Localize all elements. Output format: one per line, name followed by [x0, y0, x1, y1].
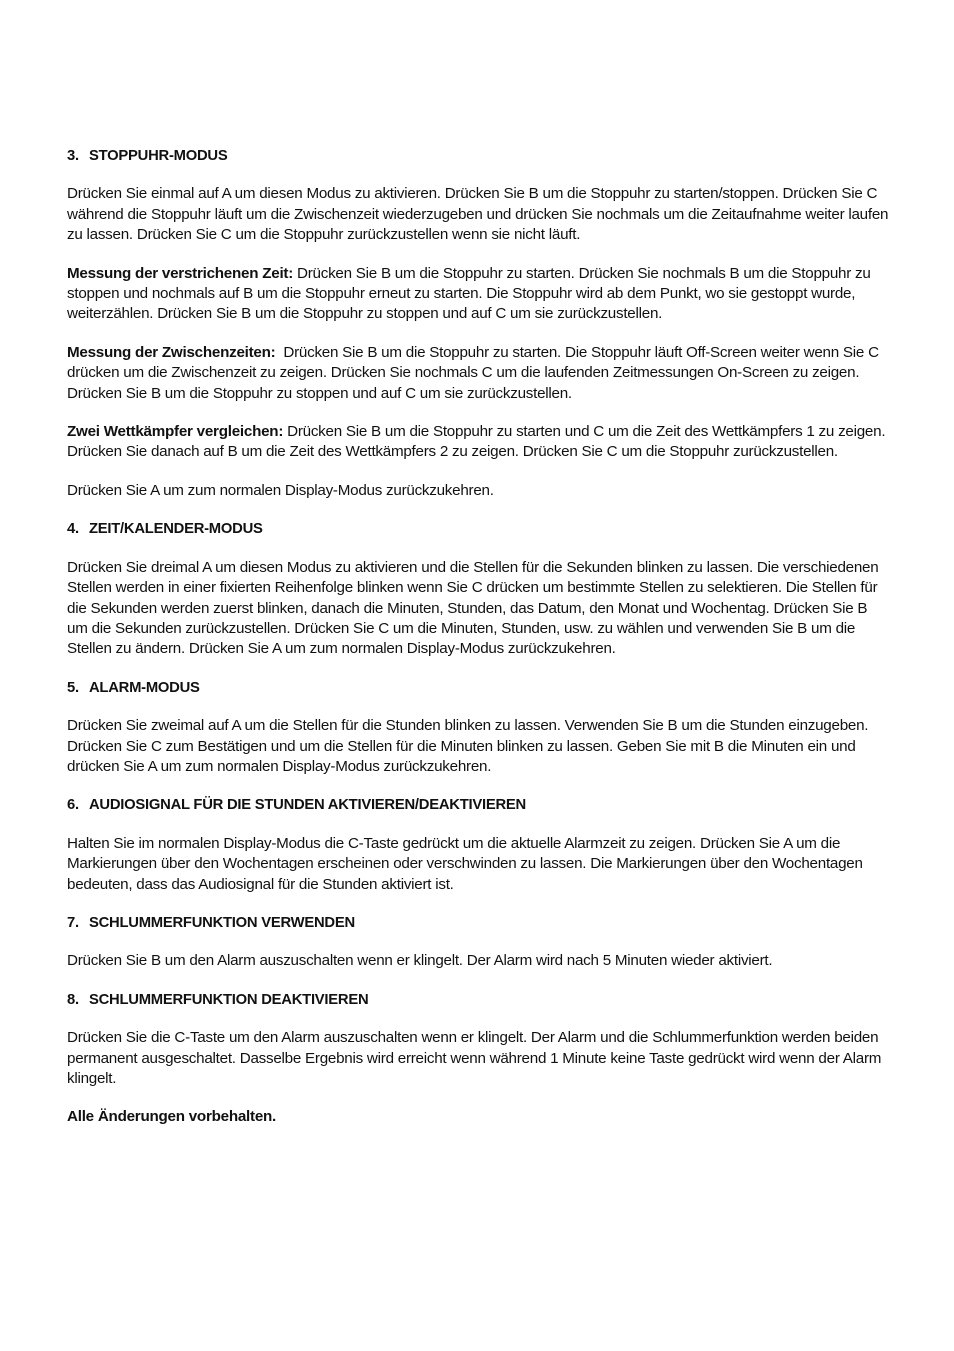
section-number: 3.: [67, 148, 79, 164]
paragraph-text: Drücken Sie die C-Taste um den Alarm auszuschalten wenn er klingelt. Der Alarm und die Schlummerfunktion werden beiden permanent ausgeschaltet. Dasselbe Ergebnis wird erreicht wenn während 1 Minute keine Taste gedrückt wird wenn der Alarm klingelt.: [67, 1029, 882, 1087]
section-title: ALARM-MODUS: [89, 679, 200, 696]
section-number: 5.: [67, 679, 79, 696]
paragraph: [67, 716, 891, 777]
paragraph-text: Halten Sie im normalen Display-Modus die C-Taste gedrückt um die aktuelle Alarmzeit zu zeigen. Drücken Sie A um die Markierungen über den Wochentagen erscheinen oder verschwinden zu lassen. Die Markierungen über den Wochentagen bedeuten, dass das Audiosignal für die Stunden aktiviert ist.: [67, 834, 863, 893]
paragraph-text: Drücken Sie zweimal auf A um die Stellen für die Stunden blinken zu lassen. Verwenden Sie B um die Stunden einzugeben. Drücken Sie C zum Bestätigen und um die Stellen für die Minuten blinken zu lassen. Geben Sie mit B die Minuten ein und drücken Sie A um zum normalen Display-Modus zurückzukehren.: [67, 717, 869, 775]
paragraph-text: Drücken Sie einmal auf A um diesen Modus zu aktivieren. Drücken Sie B um die Stoppuhr zu starten/stoppen. Drücken Sie C während die Stoppuhr läuft um die Zwischenzeit wiederzugeben und drücken Sie nochmals um die Zeitaufnahme weiter laufen zu lassen. Drücken Sie C um die Stoppuhr zurückzustellen wenn sie nicht läuft.: [67, 185, 889, 244]
section-title: SCHLUMMERFUNKTION DEAKTIVIEREN: [89, 991, 369, 1008]
section-number: 4.: [67, 521, 79, 538]
section-heading-time-calendar: [67, 519, 891, 539]
section-title: STOPPUHR-MODUS: [89, 148, 228, 164]
section-heading-alarm: [67, 678, 891, 698]
section-heading-snooze-use: [67, 913, 891, 933]
section-heading-audio-signal: [67, 795, 891, 815]
document-page: [67, 146, 891, 1128]
section-heading-snooze-disable: [67, 990, 891, 1010]
footer-note: Alle Änderungen vorbehalten.: [67, 1108, 277, 1126]
paragraph: [67, 343, 891, 404]
paragraph-lead: Messung der verstrichenen Zeit:: [67, 264, 294, 282]
section-number: 8.: [67, 991, 79, 1008]
section-number: 6.: [67, 797, 79, 814]
section-title: ZEIT/KALENDER-MODUS: [89, 521, 263, 538]
paragraph: [67, 558, 891, 660]
paragraph-text: Drücken Sie A um zum normalen Display-Modus zurückzukehren.: [67, 481, 494, 499]
paragraph: [67, 184, 891, 245]
paragraph: [67, 1028, 891, 1089]
section-number: 7.: [67, 914, 79, 931]
section-title: AUDIOSIGNAL FÜR DIE STUNDEN AKTIVIEREN/DEAKTIVIEREN: [89, 797, 526, 814]
paragraph-text: Drücken Sie B um die Stoppuhr zu starten. Die Stoppuhr läuft Off-Screen weiter wenn Sie C drücken um die Zwischenzeit zu zeigen. Drücken Sie nochmals C um die laufenden Zeitmessungen On-Screen zu zeigen. Drücken Sie B um die Stoppuhr zu stoppen und auf C um sie zurückzustellen.: [67, 343, 883, 402]
paragraph-text: Drücken Sie B um den Alarm auszuschalten wenn er klingelt. Der Alarm wird nach 5 Minuten wieder aktiviert.: [67, 952, 773, 970]
paragraph-text: Drücken Sie B um die Stoppuhr zu starten und C um die Zeit des Wettkämpfers 1 zu zeigen. Drücken Sie danach auf B um die Zeit des Wettkämpfers 2 zu zeigen. Drücken Sie C um die Stoppuhr zurückzustellen.: [67, 423, 886, 461]
section-title: SCHLUMMERFUNKTION VERWENDEN: [89, 914, 355, 931]
paragraph-lead: Messung der Zwischenzeiten:: [67, 343, 276, 361]
paragraph-lead: Zwei Wettkämpfer vergleichen:: [67, 423, 284, 441]
paragraph-text: Drücken Sie dreimal A um diesen Modus zu aktivieren und die Stellen für die Sekunden blinken zu lassen. Die verschiedenen Stellen werden in einer fixierten Reihenfolge blinken wenn Sie C drücken um bestimmte Stellen zu selektieren. Die Stellen für die Sekunden werden zuerst blinken, danach die Minuten, Stunden, das Datum, den Monat und Wochentag. Drücken Sie B um die Sekunden zurückzustellen. Drücken Sie C um die Minuten, Stunden, usw. zu wählen und verwenden Sie B um die Stellen zu ändern. Drücken Sie A um zum normalen Display-Modus zurückzukehren.: [67, 558, 879, 658]
paragraph: [67, 264, 891, 325]
section-heading-stopwatch: [67, 146, 891, 166]
paragraph: [67, 834, 891, 895]
paragraph-text: Drücken Sie B um die Stoppuhr zu starten. Drücken Sie nochmals B um die Stoppuhr zu stoppen und nochmals auf B um die Stoppuhr erneut zu starten. Die Stoppuhr wird ab dem Punkt, wo sie gestoppt wurde, weiterzählen. Drücken Sie B um die Stoppuhr zu stoppen und auf C um sie zurückzustellen.: [67, 264, 871, 323]
paragraph: [67, 951, 891, 971]
paragraph: [67, 481, 891, 501]
paragraph: [67, 422, 891, 463]
